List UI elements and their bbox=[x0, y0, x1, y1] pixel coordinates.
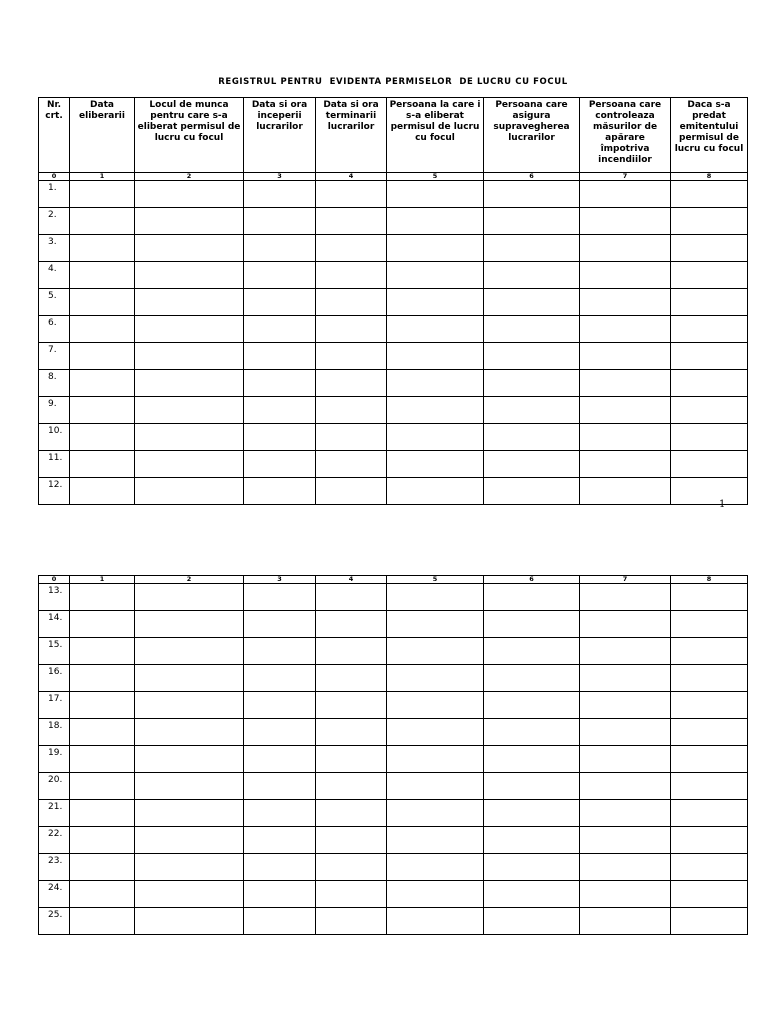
empty-cell bbox=[316, 638, 387, 665]
empty-cell bbox=[387, 665, 484, 692]
row-number: 6. bbox=[39, 316, 70, 343]
table-row bbox=[39, 181, 748, 208]
empty-cell bbox=[70, 370, 135, 397]
empty-cell bbox=[135, 424, 244, 451]
table-row bbox=[39, 800, 748, 827]
empty-cell bbox=[244, 208, 316, 235]
empty-cell bbox=[70, 451, 135, 478]
empty-cell bbox=[580, 908, 671, 935]
empty-cell bbox=[387, 854, 484, 881]
empty-cell bbox=[135, 827, 244, 854]
row-number: 8. bbox=[39, 370, 70, 397]
empty-cell bbox=[244, 665, 316, 692]
empty-cell bbox=[70, 316, 135, 343]
empty-cell bbox=[244, 397, 316, 424]
empty-cell bbox=[244, 638, 316, 665]
table-row bbox=[39, 397, 748, 424]
header-locul-de-munca: Locul de munca pentru care s-a eliberat permisul de lucru cu focul bbox=[135, 98, 244, 173]
empty-cell bbox=[671, 235, 748, 262]
table-row bbox=[39, 665, 748, 692]
empty-cell bbox=[135, 262, 244, 289]
empty-cell bbox=[70, 746, 135, 773]
empty-cell bbox=[316, 692, 387, 719]
register-title: REGISTRUL PENTRU EVIDENTA PERMISELOR DE LUCRU CU FOCUL bbox=[218, 77, 568, 87]
column-index-cell: 0 bbox=[39, 173, 70, 181]
empty-cell bbox=[135, 181, 244, 208]
row-number: 12. bbox=[39, 478, 70, 505]
row-number: 1. bbox=[39, 181, 70, 208]
empty-cell bbox=[135, 208, 244, 235]
empty-cell bbox=[316, 611, 387, 638]
empty-cell bbox=[70, 397, 135, 424]
empty-cell bbox=[387, 181, 484, 208]
empty-cell bbox=[244, 262, 316, 289]
empty-cell bbox=[135, 451, 244, 478]
empty-cell bbox=[484, 719, 580, 746]
empty-cell bbox=[387, 235, 484, 262]
empty-cell bbox=[671, 719, 748, 746]
column-index-cell: 8 bbox=[671, 173, 748, 181]
empty-cell bbox=[580, 665, 671, 692]
empty-cell bbox=[316, 235, 387, 262]
row-number: 20. bbox=[39, 773, 70, 800]
empty-cell bbox=[387, 397, 484, 424]
empty-cell bbox=[244, 289, 316, 316]
column-index-cell: 0 bbox=[39, 576, 70, 584]
empty-cell bbox=[135, 881, 244, 908]
empty-cell bbox=[244, 343, 316, 370]
table-row bbox=[39, 908, 748, 935]
table-row bbox=[39, 451, 748, 478]
table-row bbox=[39, 692, 748, 719]
empty-cell bbox=[387, 208, 484, 235]
table-row bbox=[39, 478, 748, 505]
column-index-cell: 7 bbox=[580, 576, 671, 584]
row-number: 15. bbox=[39, 638, 70, 665]
column-index-cell: 6 bbox=[484, 173, 580, 181]
empty-cell bbox=[671, 773, 748, 800]
row-number: 25. bbox=[39, 908, 70, 935]
table-row bbox=[39, 773, 748, 800]
column-index-cell: 8 bbox=[671, 576, 748, 584]
row-number: 3. bbox=[39, 235, 70, 262]
empty-cell bbox=[316, 397, 387, 424]
empty-cell bbox=[484, 854, 580, 881]
row-number: 9. bbox=[39, 397, 70, 424]
empty-cell bbox=[316, 343, 387, 370]
empty-cell bbox=[484, 827, 580, 854]
empty-cell bbox=[70, 665, 135, 692]
row-number: 18. bbox=[39, 719, 70, 746]
empty-cell bbox=[671, 692, 748, 719]
empty-cell bbox=[580, 181, 671, 208]
row-number: 16. bbox=[39, 665, 70, 692]
header-data-eliberarii: Data eliberarii bbox=[70, 98, 135, 173]
empty-cell bbox=[484, 665, 580, 692]
column-index-cell: 5 bbox=[387, 173, 484, 181]
row-number: 17. bbox=[39, 692, 70, 719]
empty-cell bbox=[387, 611, 484, 638]
empty-cell bbox=[316, 289, 387, 316]
empty-cell bbox=[316, 208, 387, 235]
empty-cell bbox=[387, 343, 484, 370]
empty-cell bbox=[484, 370, 580, 397]
empty-cell bbox=[135, 289, 244, 316]
empty-cell bbox=[484, 262, 580, 289]
empty-cell bbox=[387, 746, 484, 773]
empty-cell bbox=[316, 719, 387, 746]
empty-cell bbox=[316, 800, 387, 827]
empty-cell bbox=[70, 478, 135, 505]
empty-cell bbox=[387, 370, 484, 397]
header-nr-crt: Nr. crt. bbox=[39, 98, 70, 173]
empty-cell bbox=[244, 235, 316, 262]
empty-cell bbox=[70, 908, 135, 935]
empty-cell bbox=[70, 343, 135, 370]
empty-cell bbox=[70, 181, 135, 208]
row-number: 19. bbox=[39, 746, 70, 773]
empty-cell bbox=[580, 692, 671, 719]
empty-cell bbox=[671, 424, 748, 451]
empty-cell bbox=[671, 638, 748, 665]
empty-cell bbox=[484, 397, 580, 424]
empty-cell bbox=[387, 316, 484, 343]
header-persoana-controleaza: Persoana care controleaza măsurilor de apărare împotriva incendiilor bbox=[580, 98, 671, 173]
empty-cell bbox=[244, 908, 316, 935]
empty-cell bbox=[70, 424, 135, 451]
empty-cell bbox=[70, 208, 135, 235]
empty-cell bbox=[484, 478, 580, 505]
empty-cell bbox=[244, 478, 316, 505]
empty-cell bbox=[244, 827, 316, 854]
empty-cell bbox=[70, 692, 135, 719]
empty-cell bbox=[387, 827, 484, 854]
empty-cell bbox=[316, 316, 387, 343]
column-index-cell: 7 bbox=[580, 173, 671, 181]
empty-cell bbox=[135, 343, 244, 370]
empty-cell bbox=[671, 611, 748, 638]
empty-cell bbox=[387, 451, 484, 478]
row-number: 4. bbox=[39, 262, 70, 289]
column-index-cell: 4 bbox=[316, 576, 387, 584]
empty-cell bbox=[484, 800, 580, 827]
row-number: 5. bbox=[39, 289, 70, 316]
empty-cell bbox=[387, 881, 484, 908]
empty-cell bbox=[316, 665, 387, 692]
table-row bbox=[39, 424, 748, 451]
empty-cell bbox=[70, 719, 135, 746]
permits-register-table-page-1 bbox=[38, 97, 748, 505]
empty-cell bbox=[70, 235, 135, 262]
empty-cell bbox=[70, 773, 135, 800]
empty-cell bbox=[580, 289, 671, 316]
empty-cell bbox=[580, 854, 671, 881]
page-number: 1 bbox=[719, 499, 726, 510]
empty-cell bbox=[387, 773, 484, 800]
row-number: 24. bbox=[39, 881, 70, 908]
empty-cell bbox=[580, 584, 671, 611]
empty-cell bbox=[244, 719, 316, 746]
empty-cell bbox=[484, 584, 580, 611]
empty-cell bbox=[135, 611, 244, 638]
table-row bbox=[39, 611, 748, 638]
empty-cell bbox=[244, 424, 316, 451]
column-index-row bbox=[39, 173, 748, 181]
header-data-inceperii: Data si ora inceperii lucrarilor bbox=[244, 98, 316, 173]
table-row bbox=[39, 343, 748, 370]
column-index-cell: 4 bbox=[316, 173, 387, 181]
empty-cell bbox=[580, 800, 671, 827]
header-persoana-eliberat: Persoana la care i s-a eliberat permisul de lucru cu focul bbox=[387, 98, 484, 173]
empty-cell bbox=[484, 289, 580, 316]
table-row bbox=[39, 235, 748, 262]
empty-cell bbox=[316, 827, 387, 854]
column-index-cell: 3 bbox=[244, 576, 316, 584]
empty-cell bbox=[70, 262, 135, 289]
empty-cell bbox=[135, 800, 244, 827]
column-index-cell: 5 bbox=[387, 576, 484, 584]
empty-cell bbox=[484, 638, 580, 665]
empty-cell bbox=[484, 773, 580, 800]
empty-cell bbox=[70, 881, 135, 908]
empty-cell bbox=[135, 584, 244, 611]
table-row bbox=[39, 584, 748, 611]
table-row bbox=[39, 638, 748, 665]
empty-cell bbox=[671, 584, 748, 611]
empty-cell bbox=[387, 289, 484, 316]
header-predat-emitentului: Daca s-a predat emitentului permisul de lucru cu focul bbox=[671, 98, 748, 173]
empty-cell bbox=[387, 692, 484, 719]
table-row bbox=[39, 746, 748, 773]
empty-cell bbox=[244, 584, 316, 611]
empty-cell bbox=[135, 235, 244, 262]
table-row bbox=[39, 881, 748, 908]
empty-cell bbox=[316, 584, 387, 611]
empty-cell bbox=[135, 908, 244, 935]
empty-cell bbox=[387, 478, 484, 505]
empty-cell bbox=[484, 746, 580, 773]
empty-cell bbox=[671, 343, 748, 370]
empty-cell bbox=[135, 746, 244, 773]
empty-cell bbox=[484, 424, 580, 451]
column-index-cell: 2 bbox=[135, 173, 244, 181]
empty-cell bbox=[135, 719, 244, 746]
row-number: 11. bbox=[39, 451, 70, 478]
empty-cell bbox=[316, 773, 387, 800]
empty-cell bbox=[671, 262, 748, 289]
column-index-cell: 1 bbox=[70, 173, 135, 181]
empty-cell bbox=[671, 451, 748, 478]
table-row bbox=[39, 827, 748, 854]
empty-cell bbox=[387, 800, 484, 827]
header-persoana-supraveghere: Persoana care asigura supravegherea lucrarilor bbox=[484, 98, 580, 173]
empty-cell bbox=[580, 316, 671, 343]
empty-cell bbox=[484, 611, 580, 638]
empty-cell bbox=[484, 235, 580, 262]
row-number: 2. bbox=[39, 208, 70, 235]
empty-cell bbox=[671, 316, 748, 343]
empty-cell bbox=[580, 235, 671, 262]
empty-cell bbox=[387, 584, 484, 611]
empty-cell bbox=[70, 827, 135, 854]
row-number: 14. bbox=[39, 611, 70, 638]
empty-cell bbox=[484, 316, 580, 343]
empty-cell bbox=[484, 208, 580, 235]
empty-cell bbox=[135, 638, 244, 665]
permits-register-table-page-2 bbox=[38, 575, 748, 935]
empty-cell bbox=[484, 451, 580, 478]
empty-cell bbox=[580, 881, 671, 908]
table-row bbox=[39, 854, 748, 881]
empty-cell bbox=[135, 316, 244, 343]
empty-cell bbox=[671, 800, 748, 827]
empty-cell bbox=[244, 181, 316, 208]
empty-cell bbox=[70, 638, 135, 665]
empty-cell bbox=[580, 478, 671, 505]
empty-cell bbox=[244, 746, 316, 773]
empty-cell bbox=[316, 181, 387, 208]
empty-cell bbox=[671, 370, 748, 397]
empty-cell bbox=[580, 262, 671, 289]
column-index-cell: 2 bbox=[135, 576, 244, 584]
empty-cell bbox=[484, 692, 580, 719]
empty-cell bbox=[244, 881, 316, 908]
empty-cell bbox=[135, 478, 244, 505]
empty-cell bbox=[580, 451, 671, 478]
empty-cell bbox=[244, 854, 316, 881]
empty-cell bbox=[244, 316, 316, 343]
empty-cell bbox=[244, 773, 316, 800]
empty-cell bbox=[316, 451, 387, 478]
table-row bbox=[39, 316, 748, 343]
empty-cell bbox=[387, 262, 484, 289]
empty-cell bbox=[316, 881, 387, 908]
empty-cell bbox=[671, 746, 748, 773]
empty-cell bbox=[580, 343, 671, 370]
table-row bbox=[39, 370, 748, 397]
empty-cell bbox=[671, 289, 748, 316]
empty-cell bbox=[671, 665, 748, 692]
table-row bbox=[39, 262, 748, 289]
empty-cell bbox=[484, 343, 580, 370]
empty-cell bbox=[580, 638, 671, 665]
column-index-cell: 6 bbox=[484, 576, 580, 584]
empty-cell bbox=[135, 370, 244, 397]
empty-cell bbox=[70, 611, 135, 638]
empty-cell bbox=[580, 208, 671, 235]
row-number: 13. bbox=[39, 584, 70, 611]
empty-cell bbox=[580, 611, 671, 638]
empty-cell bbox=[484, 181, 580, 208]
row-number: 21. bbox=[39, 800, 70, 827]
empty-cell bbox=[135, 665, 244, 692]
empty-cell bbox=[580, 397, 671, 424]
row-number: 22. bbox=[39, 827, 70, 854]
empty-cell bbox=[580, 773, 671, 800]
empty-cell bbox=[671, 881, 748, 908]
table-row bbox=[39, 289, 748, 316]
column-index-row bbox=[39, 576, 748, 584]
empty-cell bbox=[244, 370, 316, 397]
empty-cell bbox=[70, 800, 135, 827]
empty-cell bbox=[387, 638, 484, 665]
row-number: 7. bbox=[39, 343, 70, 370]
empty-cell bbox=[316, 854, 387, 881]
column-index-cell: 3 bbox=[244, 173, 316, 181]
empty-cell bbox=[316, 262, 387, 289]
empty-cell bbox=[580, 424, 671, 451]
empty-cell bbox=[316, 370, 387, 397]
empty-cell bbox=[671, 478, 748, 505]
empty-cell bbox=[387, 424, 484, 451]
empty-cell bbox=[580, 827, 671, 854]
empty-cell bbox=[316, 746, 387, 773]
row-number: 10. bbox=[39, 424, 70, 451]
empty-cell bbox=[316, 908, 387, 935]
empty-cell bbox=[244, 692, 316, 719]
empty-cell bbox=[387, 719, 484, 746]
empty-cell bbox=[70, 289, 135, 316]
empty-cell bbox=[316, 424, 387, 451]
empty-cell bbox=[244, 451, 316, 478]
empty-cell bbox=[484, 881, 580, 908]
empty-cell bbox=[135, 397, 244, 424]
column-index-cell: 1 bbox=[70, 576, 135, 584]
empty-cell bbox=[671, 208, 748, 235]
empty-cell bbox=[484, 908, 580, 935]
row-number: 23. bbox=[39, 854, 70, 881]
table-row bbox=[39, 719, 748, 746]
empty-cell bbox=[580, 370, 671, 397]
empty-cell bbox=[316, 478, 387, 505]
empty-cell bbox=[671, 854, 748, 881]
empty-cell bbox=[70, 584, 135, 611]
empty-cell bbox=[671, 908, 748, 935]
empty-cell bbox=[671, 827, 748, 854]
empty-cell bbox=[244, 800, 316, 827]
header-data-terminarii: Data si ora terminarii lucrarilor bbox=[316, 98, 387, 173]
empty-cell bbox=[671, 181, 748, 208]
empty-cell bbox=[135, 773, 244, 800]
empty-cell bbox=[580, 719, 671, 746]
empty-cell bbox=[580, 746, 671, 773]
table-row bbox=[39, 208, 748, 235]
empty-cell bbox=[70, 854, 135, 881]
empty-cell bbox=[244, 611, 316, 638]
empty-cell bbox=[135, 692, 244, 719]
empty-cell bbox=[671, 397, 748, 424]
empty-cell bbox=[135, 854, 244, 881]
header-row bbox=[39, 98, 748, 173]
empty-cell bbox=[387, 908, 484, 935]
